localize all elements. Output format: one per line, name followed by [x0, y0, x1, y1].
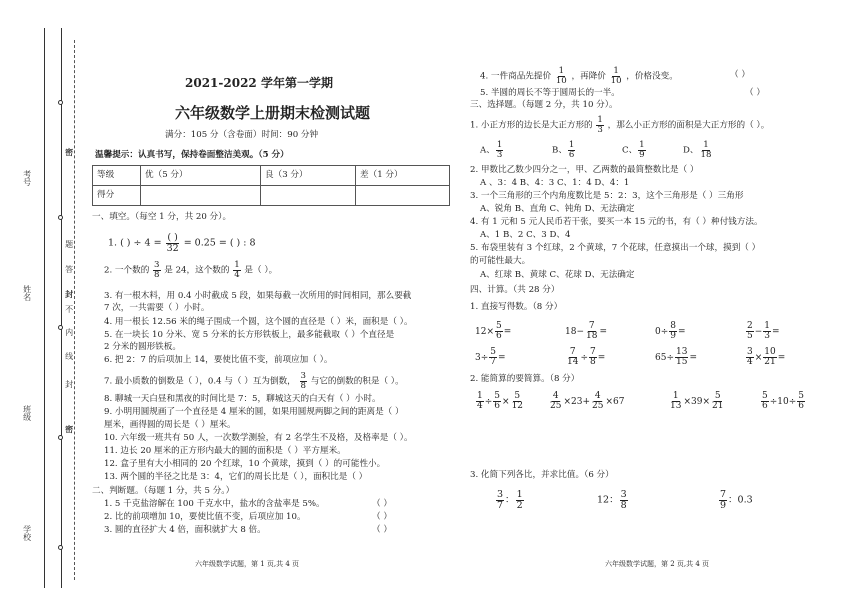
choice-q3: 3. 一个三角形的三个内角度数比是 5：2：3，这个三角形是（ ）三角形: [470, 191, 744, 201]
seal-char: 答: [64, 265, 74, 273]
score-cell[interactable]: [261, 186, 356, 206]
choice-q3-options[interactable]: A、锐角 B、直角 C、钝角 D、无法确定: [480, 204, 635, 214]
year-title: 2021-2022 学年第一学期: [185, 76, 333, 90]
choice-q5-options[interactable]: A、红球 B、黄球 C、花球 D、无法确定: [480, 270, 635, 280]
calc-item: $\frac{2}{5}$ − $\frac{1}{3}$ =: [747, 321, 780, 341]
judge-answer[interactable]: （ ）: [372, 525, 392, 535]
choice-q2: 2. 甲数比乙数少四分之一，甲、乙两数的最简整数比是（ ）: [470, 165, 699, 175]
main-title: 六年级数学上册期末检测试题: [175, 104, 371, 122]
section4-title: 四、计算。（共 28 分）: [470, 285, 560, 295]
calc-item: $\frac{4}{25}$ ×23+ $\frac{4}{25}$ ×67: [550, 391, 625, 411]
score-cell[interactable]: [141, 186, 261, 206]
fill-q13: 13. 两个圆的半径之比是 3：4，它们的周长比是（ ），面积比是（ ）: [104, 472, 368, 482]
section2-title: 二、判断题。（每题 1 分，共 5 分。）: [92, 486, 235, 496]
score-cell[interactable]: [356, 186, 450, 206]
table-header: 差（1 分）: [356, 166, 450, 186]
binding-line-outer: [44, 28, 45, 588]
ratio-item: 12： $\frac{3}{8}$: [597, 489, 627, 511]
fill-q7: 7. 最小质数的倒数是（ ），0.4 与（ ）互为倒数， $\frac{3}{8}$ 与它的倒数的积是（ ）。: [104, 371, 404, 391]
seal-char: 封: [64, 290, 75, 298]
judge-q5: 5. 半圆的周长不等于圆周长的一半。: [480, 88, 620, 98]
judge-answer[interactable]: （ ）: [372, 512, 392, 522]
seal-char: 题: [64, 240, 74, 248]
calc-item: $\frac{1}{4}$ ÷ $\frac{5}{6}$ × $\frac{5}{12}$: [477, 391, 524, 411]
table-row: [93, 186, 450, 206]
choice-q4: 4. 有 1 元和 5 元人民币若干张，要买一本 15 元的书，有（ ）种付钱方法。: [470, 217, 763, 227]
binding-label-exam-no: 考号: [22, 170, 32, 186]
judge-q1: 1. 5 千克盐溶解在 100 千克水中，盐水的含盐率是 5%。: [104, 499, 325, 509]
table-row: [93, 166, 450, 186]
judge-answer[interactable]: （ ）: [730, 70, 750, 80]
seal-char: 封: [64, 380, 74, 388]
row-label: 得分: [93, 186, 141, 206]
fill-q12: 12. 盒子里有大小相同的 20 个红球，10 个黄球，摸到（ ）的可能性小。: [104, 459, 386, 469]
calc-item: 12× $\frac{5}{6}$ =: [475, 321, 512, 341]
choice-q1-option-b[interactable]: B、 $\frac{1}{6}$: [552, 140, 575, 160]
fill-q3-cont: 7 次，一共需要（ ）小时。: [104, 303, 210, 313]
tip-line: 温馨提示：认真书写，保持卷面整洁美观。（5 分）: [95, 150, 289, 160]
binding-hole: [58, 545, 63, 550]
calc-item: 3÷ $\frac{5}{7}$ =: [475, 347, 506, 367]
calc-item: $\frac{3}{4}$ × $\frac{10}{21}$ =: [747, 347, 786, 367]
choice-q1-option-c[interactable]: C、 $\frac{1}{9}$: [622, 140, 645, 160]
choice-q1-option-a[interactable]: A、 $\frac{1}{3}$: [480, 140, 503, 160]
footer-left: 六年级数学试题，第 1 页,共 4 页: [195, 560, 300, 568]
section3-title: 三、选择题。（每题 2 分，共 10 分）。: [470, 100, 618, 110]
exam-info: 满分：105 分（含卷面）时间：90 分钟: [165, 130, 319, 140]
binding-hole: [58, 435, 63, 440]
seal-char: 内: [64, 328, 74, 336]
footer-right: 六年级数学试题，第 2 页,共 4 页: [605, 560, 710, 568]
grade-table: [92, 165, 450, 206]
fill-q6: 6. 把 2：7 的后项加上 14，要使比值不变，前项应加（ ）。: [104, 355, 333, 365]
ratio-item: $\frac{3}{7}$ ： $\frac{1}{2}$: [497, 489, 523, 511]
calc-item: 0÷ $\frac{8}{9}$ =: [655, 321, 686, 341]
seal-char: 线: [64, 352, 74, 360]
judge-q3: 3. 圆的直径扩大 4 倍，面积就扩大 8 倍。: [104, 525, 266, 535]
ratio-item: $\frac{7}{9}$ ：0.3: [720, 489, 753, 511]
table-header: 良（3 分）: [261, 166, 356, 186]
binding-label-school: 学校: [22, 525, 32, 541]
fill-q9-cont: 厘米，画得圆的周长是（ ）厘米。: [104, 420, 236, 430]
fill-q9: 9. 小明用圆规画了一个直径是 4 厘米的圆，如果用圆规两脚之间的距离是（ ）: [104, 407, 404, 417]
choice-q1-option-d[interactable]: D、 $\frac{1}{18}$: [683, 140, 712, 160]
fill-q4: 4. 用一根长 12.56 米的绳子围成一个圆，这个圆的直径是（ ）米，面积是（ ）。: [104, 317, 413, 327]
table-header: 优（5 分）: [141, 166, 261, 186]
calc-item: $\frac{7}{14}$ ÷ $\frac{7}{8}$ =: [567, 347, 606, 367]
binding-label-class: 班级: [22, 405, 32, 421]
fill-q5: 5. 在一块长 10 分米、宽 5 分米的长方形铁板上，最多能截取（ ）个直径是: [104, 330, 395, 340]
fill-q8: 8. 聊城一天白昼和黑夜的时间比是 7：5，聊城这天的白天有（ ）小时。: [104, 394, 381, 404]
table-header: 等级: [93, 166, 141, 186]
choice-q5: 5. 布袋里装有 3 个红球，2 个黄球，7 个花球，任意摸出一个球，摸到（ ）: [470, 243, 761, 253]
fill-q3: 3. 有一根木料，用 0.4 小时截成 5 段，如果每截一次所用的时间相同，那么要截: [104, 291, 412, 301]
seal-char: 不: [64, 305, 74, 313]
choice-q5-cont: 的可能性最大。: [470, 256, 531, 266]
judge-q2: 2. 比的前项增加 10，要使比值不变，后项应加 10。: [104, 512, 306, 522]
choice-q1: 1. 小正方形的边长是大正方形的 $\frac{1}{3}$ ，那么小正方形的面积是大正方形的（ ）。: [470, 115, 770, 135]
binding-hole: [58, 100, 63, 105]
judge-answer[interactable]: （ ）: [372, 499, 392, 509]
seal-char: 密: [64, 425, 75, 433]
binding-hole: [58, 325, 63, 330]
fill-q5-cont: 2 分米的圆形铁板。: [104, 342, 181, 352]
fill-q10: 10. 六年级一班共有 50 人，一次数学测验，有 2 名学生不及格，及格率是（ ）。: [104, 433, 413, 443]
calc-item: $\frac{5}{6}$ ÷10÷ $\frac{5}{6}$: [762, 391, 805, 411]
choice-q2-options[interactable]: A 、3：4 B、4：3 C、1：4 D、4：1: [480, 178, 630, 188]
binding-hole: [58, 215, 63, 220]
choice-q4-options[interactable]: A、1 B、2 C、3 D、4: [480, 230, 571, 240]
fill-q11: 11. 边长 20 厘米的正方形内最大的圆的面积是（ ）平方厘米。: [104, 446, 346, 456]
judge-answer[interactable]: （ ）: [745, 88, 765, 98]
judge-q4: 4. 一件商品先提价 $\frac{1}{10}$ ，再降价 $\frac{1}{10}$ ，价格没变。: [480, 66, 678, 86]
calc-sub1: 1. 直接写得数。（8 分）: [470, 302, 563, 312]
fill-q1: 1. ( ) ÷ 4 = $\frac{( )}{32}$ = 0.25 = ( ) : 8: [108, 232, 256, 254]
calc-sub3: 3. 化简下列各比，并求比值。（6 分）: [470, 470, 614, 480]
calc-item: 65÷ $\frac{13}{15}$ =: [655, 347, 697, 367]
calc-item: $\frac{1}{13}$ ×39× $\frac{5}{21}$: [670, 391, 724, 411]
calc-sub2: 2. 能简算的要简算。（8 分）: [470, 374, 580, 384]
binding-label-name: 姓名: [22, 285, 32, 301]
binding-line-dashed: [74, 40, 75, 580]
fill-q2: 2. 一个数的 $\frac{3}{8}$ 是 24，这个数的 $\frac{1}{4}$ 是（ ）。: [104, 260, 278, 280]
binding-line-inner: [61, 28, 62, 588]
seal-char: 密: [64, 148, 75, 156]
calc-item: 18− $\frac{7}{18}$ =: [565, 321, 607, 341]
section1-title: 一、填空。（每空 1 分，共 20 分）。: [92, 212, 232, 222]
